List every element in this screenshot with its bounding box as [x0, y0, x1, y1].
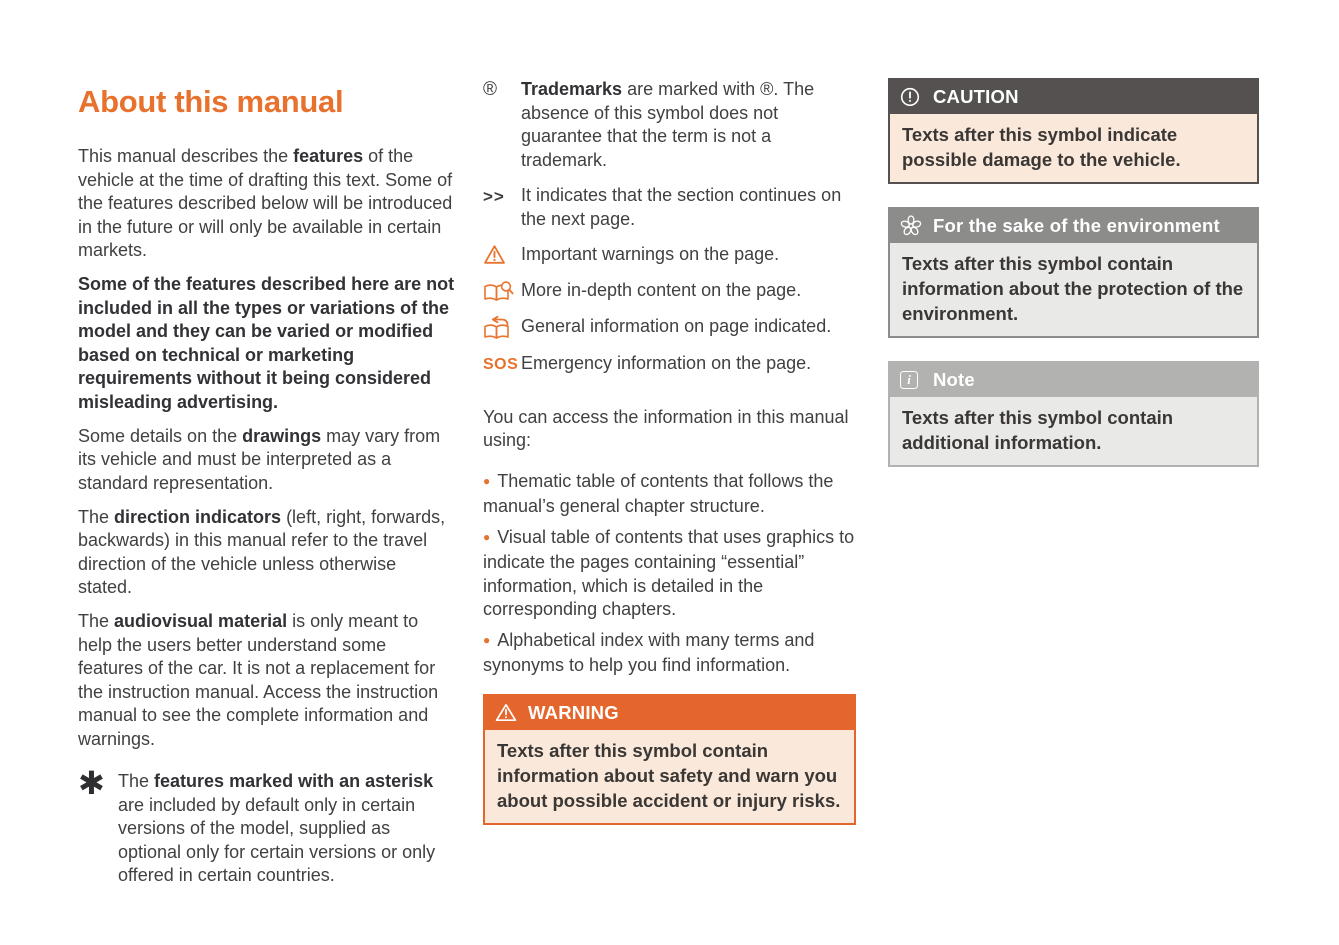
note-box-body: Texts after this symbol contain additional information. [890, 397, 1257, 465]
list-item-text: Visual table of contents that uses graphics to indicate the pages containing “essential” information, which is detailed in the corresponding chapters. [483, 526, 855, 619]
note-box-title: Note [933, 369, 975, 390]
legend-item-in-depth [483, 279, 856, 303]
caution-box-header [890, 80, 1257, 114]
legend-text: General information on page indicated. [521, 315, 832, 336]
book-arrow-icon [483, 315, 521, 340]
list-item-thematic-toc [483, 470, 856, 519]
continues-next-page-icon: >> [483, 187, 505, 206]
list-item-alphabetical-index [483, 629, 856, 678]
warning-box-header [485, 696, 854, 730]
legend-item-emergency [483, 352, 856, 376]
legend-item-trademarks [483, 78, 856, 172]
warning-box [483, 694, 856, 825]
legend-item-warnings [483, 243, 856, 267]
caution-circle-icon [900, 87, 924, 107]
paragraph-variations: Some of the features described here are not included in all the types or variations of the model and they can be varied or modified based on technical or marketing requirements without it being considered misleading advertising. [78, 274, 455, 412]
paragraph-audiovisual: The audiovisual material is only meant to help the users better understand some features of the car. It is not a replacement for the instruction manual. Access the instruction manual to see the complete information and warnings. [78, 611, 439, 749]
left-column [78, 0, 455, 888]
caution-box [888, 78, 1259, 184]
asterisk-note [78, 764, 455, 888]
environment-box-header [890, 209, 1257, 243]
note-box-header [890, 363, 1257, 397]
page-title: About this manual [78, 84, 344, 119]
note-box [888, 361, 1259, 467]
legend-text: More in-depth content on the page. [521, 279, 802, 300]
list-item-visual-toc [483, 526, 856, 622]
sos-icon: SOS [483, 355, 519, 373]
access-intro-text: You can access the information in this manual using: [483, 406, 849, 450]
bullet-icon: ● [483, 473, 491, 488]
right-column [888, 0, 1259, 490]
caution-box-title: CAUTION [933, 86, 1019, 107]
warning-box-title: WARNING [528, 701, 619, 723]
paragraph-drawings: Some details on the drawings may vary from its vehicle and must be interpreted as a standard representation. [78, 425, 441, 493]
middle-column [483, 0, 856, 848]
book-magnifier-icon [483, 279, 521, 303]
legend-item-continues [483, 184, 856, 231]
list-item-text: Thematic table of contents that follows the manual’s general chapter structure. [483, 470, 834, 516]
legend-text: Important warnings on the page. [521, 244, 780, 264]
info-icon: i [900, 371, 924, 389]
legend-text: Emergency information on the page. [521, 352, 812, 373]
paragraph-direction-indicators: The direction indicators (left, right, forwards, backwards) in this manual refer to the travel direction of the vehicle unless otherwise stated. [78, 506, 446, 597]
warning-triangle-icon [483, 243, 521, 265]
environment-box-title: For the sake of the environment [933, 215, 1220, 236]
list-item-text: Alphabetical index with many terms and synonyms to help you find information. [483, 629, 815, 675]
bullet-icon: ● [483, 632, 491, 647]
paragraph-features: This manual describes the features of the vehicle at the time of drafting this text. Some of the features described below will be introduced in the future or will only be available in certain markets. [78, 146, 453, 260]
legend-text: Trademarks are marked with ®. The absence of this symbol does not guarantee that the term is not a trademark. [521, 79, 815, 170]
legend-text: It indicates that the section continues on the next page. [521, 185, 842, 229]
bullet-icon: ● [483, 529, 491, 544]
environment-box-body: Texts after this symbol contain information about the protection of the environment. [890, 243, 1257, 336]
environment-box [888, 207, 1259, 338]
flower-icon [900, 215, 924, 237]
legend-item-general-info [483, 315, 856, 340]
asterisk-icon: ✱ [78, 764, 105, 802]
access-methods-list [483, 470, 856, 678]
registered-icon: ® [483, 79, 497, 100]
warning-box-body: Texts after this symbol contain information about safety and warn you about possible accident or injury risks. [485, 730, 854, 823]
warning-triangle-icon [495, 703, 519, 722]
asterisk-note-text: The features marked with an asterisk are included by default only in certain versions of the model, supplied as optional only for certain versions or only offered in certain countries. [118, 771, 436, 885]
caution-box-body: Texts after this symbol indicate possible damage to the vehicle. [890, 114, 1257, 182]
